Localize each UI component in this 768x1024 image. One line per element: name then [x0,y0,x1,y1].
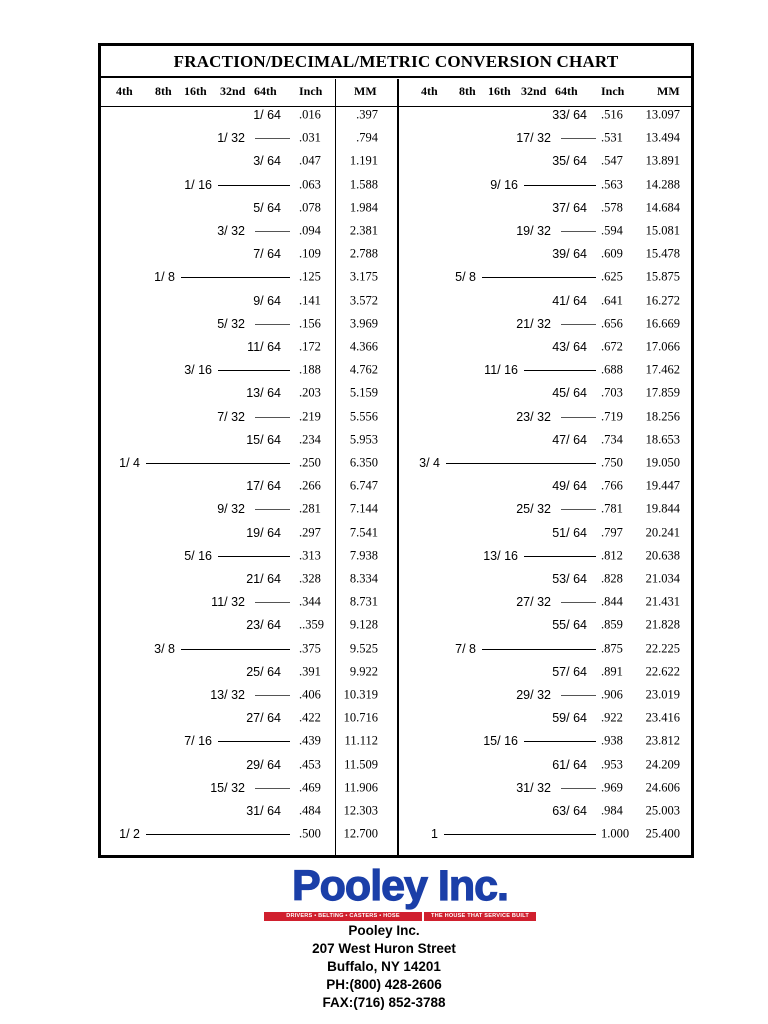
mm-value: 19.050 [645,455,680,470]
inch-value: .469 [299,780,321,795]
inch-value: .719 [601,409,623,424]
mm-value: 18.653 [645,432,680,447]
mm-value: 3.969 [349,316,378,331]
fraction-label: 31/ 32 [516,780,551,795]
fraction-label: 11/ 64 [247,340,281,354]
inch-value: .594 [601,223,623,238]
inch-value: .203 [299,385,321,400]
fraction-label: 21/ 64 [246,572,281,586]
fraction-label: 7/ 32 [217,409,245,424]
mm-value: 7.144 [349,501,378,516]
leader-line [255,324,290,325]
fraction-label: 1/ 64 [253,108,281,122]
inch-value: .047 [299,153,321,168]
mm-value: 24.606 [645,780,680,795]
mm-value: 2.381 [349,223,378,238]
leader-line [181,649,290,650]
column-header: 64th [254,84,277,98]
fraction-label: 63/ 64 [552,804,587,818]
logo-band-slogan: THE HOUSE THAT SERVICE BUILT [424,912,536,921]
leader-line [255,231,290,232]
inch-value: .938 [601,733,623,748]
inch-value: .672 [601,339,623,354]
inch-value: .313 [299,548,321,563]
phone-number: PH:(800) 428-2606 [326,977,442,992]
fraction-label: 19/ 32 [516,224,551,238]
mm-value: 16.669 [645,316,680,331]
leader-line [255,602,290,603]
fraction-label: 5/ 64 [253,200,281,215]
mm-value: 21.828 [645,617,680,632]
leader-line [561,602,596,603]
mm-value: 11.906 [344,780,378,795]
leader-line [561,695,596,696]
fraction-label: 7/ 64 [253,247,281,262]
fraction-label: 1/ 32 [217,131,245,146]
fraction-label: 15/ 16 [483,734,518,749]
inch-value: .969 [601,780,623,795]
mm-value: 8.731 [349,594,378,609]
leader-line [482,277,596,278]
leader-line [561,788,596,789]
fraction-label: 45/ 64 [552,386,587,401]
fraction-label: 17/ 32 [516,131,551,146]
fraction-label: 59/ 64 [552,711,587,726]
fraction-label: 11/ 16 [484,363,518,378]
leader-line [482,649,596,650]
fraction-label: 13/ 64 [246,386,281,401]
inch-value: .516 [601,107,623,122]
mm-value: 3.572 [349,293,378,308]
leader-line [524,370,596,371]
fraction-label: 7/ 16 [184,734,212,749]
inch-value: .984 [601,803,623,818]
inch-value: .500 [299,826,321,841]
inch-value: .422 [299,710,321,725]
mm-value: 11.509 [344,757,378,772]
inch-value: .859 [601,617,623,632]
inch-value: .797 [601,525,623,540]
inch-value: .297 [299,525,321,540]
leader-line [181,277,290,278]
mm-value: 23.019 [645,687,680,702]
column-header: 4th [116,84,133,98]
leader-line [524,185,596,186]
mm-value: 14.288 [645,177,680,192]
fraction-label: 9/ 16 [490,177,518,192]
inch-value: .844 [601,594,623,609]
inch-value: .250 [299,455,321,470]
leader-line [146,834,290,835]
leader-line [218,370,290,371]
inch-value: 1.000 [601,826,630,841]
mm-value: 13.494 [645,130,680,145]
inch-value: .156 [299,316,321,331]
mm-value: 4.366 [349,339,378,354]
inch-value: .266 [299,478,321,493]
column-header: 16th [184,84,207,98]
fraction-label: 37/ 64 [552,200,587,215]
fraction-label: 9/ 32 [217,502,245,517]
leader-line [255,417,290,418]
fraction-label: 17/ 64 [246,479,281,494]
inch-value: .375 [299,641,321,656]
inch-value: ..359 [299,617,324,632]
fraction-label: 39/ 64 [552,247,587,262]
mm-value: 15.081 [645,223,680,238]
fraction-label: 29/ 32 [516,688,551,702]
mm-value: 17.066 [645,339,680,354]
column-header: 32nd [220,84,246,98]
company-address [0,922,768,1012]
fraction-label: 31/ 64 [246,804,281,818]
inch-value: .625 [601,269,623,284]
inch-value: .688 [601,362,623,377]
mm-value: 5.159 [349,385,378,400]
mm-value: 20.241 [645,525,680,540]
inch-value: .953 [601,757,623,772]
fraction-label: 5/ 32 [217,316,245,331]
fraction-label: 29/ 64 [246,757,281,772]
title-divider [101,76,691,78]
mm-value: 8.334 [349,571,378,586]
fraction-label: 35/ 64 [552,154,587,169]
inch-value: .063 [299,177,321,192]
leader-line [524,741,596,742]
leader-line [561,324,596,325]
fraction-label: 23/ 32 [516,409,551,424]
fraction-label: 21/ 32 [516,316,551,331]
fraction-label: 33/ 64 [552,108,587,122]
mm-value: .397 [356,107,378,122]
column-header: MM [354,84,377,98]
leader-line [255,509,290,510]
fraction-label: 5/ 16 [184,548,212,563]
mm-value: 9.525 [349,641,378,656]
fraction-label: 47/ 64 [552,432,587,447]
inch-value: .734 [601,432,623,447]
mm-value: 5.556 [349,409,378,424]
inch-value: .094 [299,223,321,238]
mm-value: 21.431 [645,594,680,609]
inch-value: .703 [601,385,623,400]
mm-value: 9.922 [349,664,378,679]
mm-value: 11.112 [344,733,378,748]
inch-value: .141 [299,293,321,308]
mm-value: 15.478 [645,246,680,261]
fraction-label: 1/ 16 [184,177,212,192]
inch-value: .125 [299,269,321,284]
fraction-label: 7/ 8 [455,641,476,656]
fraction-label: 53/ 64 [552,572,587,586]
leader-line [561,138,596,139]
mm-value: 6.350 [349,455,378,470]
fraction-label: 13/ 16 [483,548,518,563]
leader-line [218,556,290,557]
mm-value: 19.844 [645,501,680,516]
mm-value: 5.953 [349,432,378,447]
mm-value: 16.272 [645,293,680,308]
fraction-label: 49/ 64 [552,479,587,494]
mm-value: 2.788 [349,246,378,261]
fraction-label: 1/ 4 [119,456,140,470]
chart-title: FRACTION/DECIMAL/METRIC CONVERSION CHART [173,52,619,71]
inch-value: .109 [299,246,321,261]
inch-value: .453 [299,757,321,772]
inch-value: .875 [601,641,623,656]
mm-value: 25.003 [645,803,680,818]
fraction-label: 9/ 64 [253,293,281,308]
fraction-label: 41/ 64 [552,293,587,308]
fraction-label: 3/ 4 [419,456,440,470]
fraction-label: 3/ 8 [154,641,175,656]
mm-value: 10.716 [343,710,378,725]
column-header: 8th [459,84,476,98]
leader-line [561,417,596,418]
inch-value: .812 [601,548,623,563]
fraction-label: 27/ 32 [516,595,551,610]
leader-line [444,834,596,835]
leader-line [255,138,290,139]
leader-line [561,509,596,510]
mm-value: 22.225 [645,641,680,656]
fraction-label: 1/ 2 [119,827,140,842]
mm-value: 23.416 [645,710,680,725]
fraction-label: 13/ 32 [210,688,245,702]
inch-value: .922 [601,710,623,725]
inch-value: .439 [299,733,321,748]
mm-value: 12.700 [343,826,378,841]
mm-value: 14.684 [645,200,680,215]
mm-value: 1.588 [349,177,378,192]
mm-value: 13.891 [645,153,680,168]
left-mm-divider [335,79,336,855]
fraction-label: 43/ 64 [552,340,587,354]
fraction-label: 1 [431,827,438,842]
fraction-label: 3/ 64 [253,154,281,169]
inch-value: .016 [299,107,321,122]
inch-value: .281 [299,501,321,516]
fraction-label: 61/ 64 [552,757,587,772]
mm-value: 6.747 [349,478,378,493]
fraction-label: 5/ 8 [455,270,476,285]
mm-value: 23.812 [645,733,680,748]
column-header: 32nd [521,84,547,98]
mm-value: 17.859 [645,385,680,400]
fraction-label: 19/ 64 [246,525,281,540]
fraction-label: 15/ 64 [246,432,281,447]
fraction-label: 1/ 8 [154,270,175,285]
inch-value: .563 [601,177,623,192]
mm-value: 15.875 [645,269,680,284]
mm-value: 9.128 [349,617,378,632]
fraction-label: 23/ 64 [246,618,281,633]
leader-line [146,463,290,464]
mm-value: 13.097 [645,107,680,122]
mm-value: 10.319 [343,687,378,702]
fraction-label: 55/ 64 [552,618,587,633]
logo-tagline-band [264,912,536,921]
leader-line [446,463,596,464]
mm-value: 20.638 [645,548,680,563]
column-header: MM [657,84,680,98]
fraction-label: 15/ 32 [210,780,245,795]
mm-value: 1.191 [349,153,378,168]
column-header: Inch [601,84,625,98]
inch-value: .078 [299,200,321,215]
mm-value: 21.034 [645,571,680,586]
fraction-label: 3/ 32 [217,224,245,238]
inch-value: .531 [601,130,623,145]
inch-value: .547 [601,153,623,168]
mm-value: 3.175 [349,269,378,284]
fraction-label: 51/ 64 [552,525,587,540]
fraction-label: 25/ 32 [516,502,551,517]
column-header: 16th [488,84,511,98]
inch-value: .391 [299,664,321,679]
mm-value: 7.541 [349,525,378,540]
fraction-label: 11/ 32 [211,595,245,610]
fraction-label: 25/ 64 [246,664,281,679]
leader-line [561,231,596,232]
mm-value: 12.303 [343,803,378,818]
inch-value: .609 [601,246,623,261]
column-header: 64th [555,84,578,98]
inch-value: .344 [299,594,321,609]
company-name: Pooley Inc. [348,923,420,938]
inch-value: .766 [601,478,623,493]
leader-line [218,185,290,186]
mm-value: 18.256 [645,409,680,424]
city-state-zip: Buffalo, NY 14201 [327,959,441,974]
mm-value: 4.762 [349,362,378,377]
mm-value: 24.209 [645,757,680,772]
mm-value: 17.462 [645,362,680,377]
column-header: 8th [155,84,172,98]
inch-value: .484 [299,803,321,818]
inch-value: .219 [299,409,321,424]
mm-value: .794 [356,130,378,145]
inch-value: .906 [601,687,623,702]
logo-band-products: DRIVERS • BELTING • CASTERS • HOSE [264,912,422,921]
inch-value: .234 [299,432,321,447]
mm-value: 7.938 [349,548,378,563]
column-header: 4th [421,84,438,98]
inch-value: .578 [601,200,623,215]
center-divider [397,79,399,855]
mm-value: 1.984 [349,200,378,215]
inch-value: .656 [601,316,623,331]
fax-number: FAX:(716) 852-3788 [322,995,446,1010]
inch-value: .188 [299,362,321,377]
pooley-logo [262,862,538,924]
street-address: 207 West Huron Street [312,941,456,956]
inch-value: .406 [299,687,321,702]
logo-wordmark: Pooley Inc. [291,862,508,910]
mm-value: 19.447 [645,478,680,493]
leader-line [255,788,290,789]
inch-value: .750 [601,455,623,470]
leader-line [218,741,290,742]
leader-line [255,695,290,696]
column-header: Inch [299,84,323,98]
inch-value: .781 [601,501,623,516]
leader-line [524,556,596,557]
mm-value: 22.622 [645,664,680,679]
inch-value: .031 [299,130,321,145]
inch-value: .891 [601,664,623,679]
inch-value: .328 [299,571,321,586]
inch-value: .172 [299,339,321,354]
fraction-label: 57/ 64 [552,664,587,679]
fraction-label: 3/ 16 [184,363,212,378]
mm-value: 25.400 [645,826,680,841]
inch-value: .641 [601,293,623,308]
inch-value: .828 [601,571,623,586]
fraction-label: 27/ 64 [246,711,281,726]
